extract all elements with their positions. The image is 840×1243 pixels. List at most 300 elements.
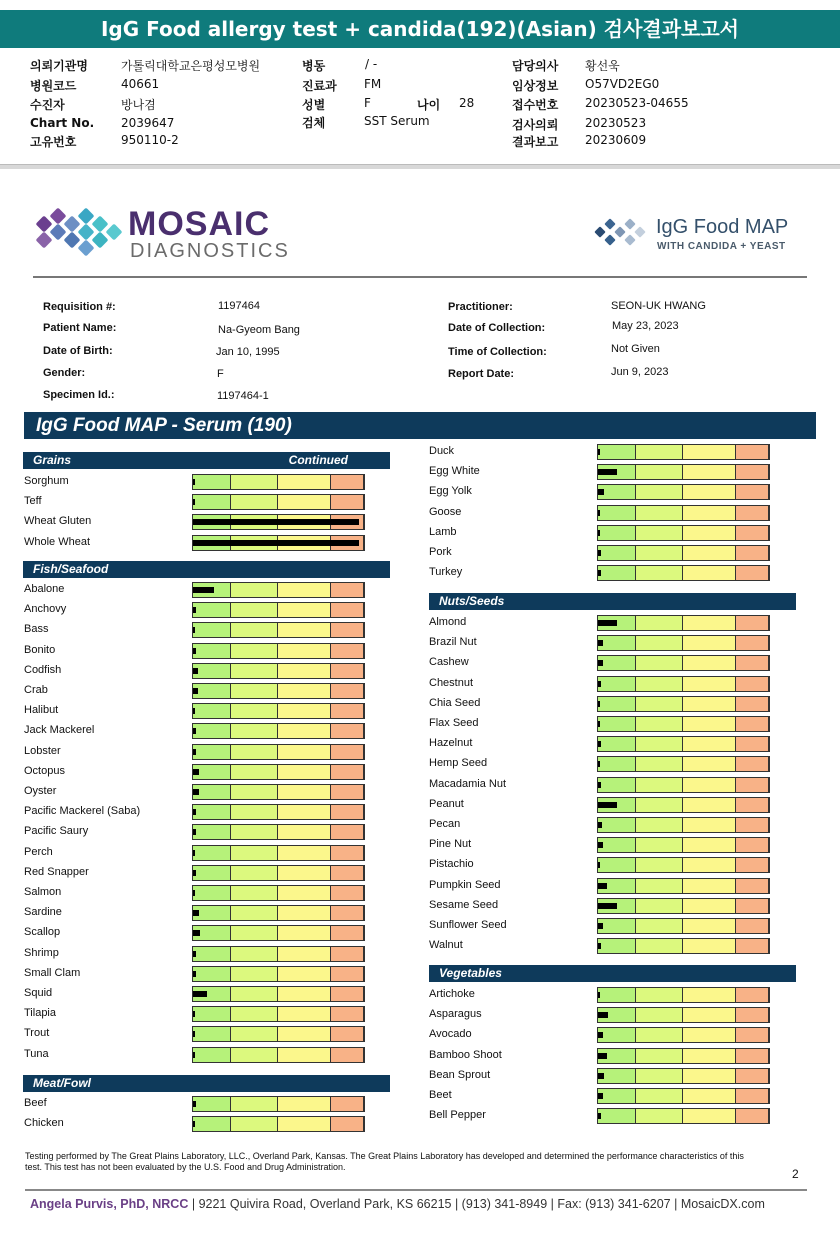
collection-time-label: Time of Collection: bbox=[448, 346, 547, 358]
result-level-shrimp bbox=[193, 951, 196, 957]
food-name: Peanut bbox=[429, 798, 464, 810]
bar-zone-1 bbox=[193, 846, 231, 860]
result-bar bbox=[597, 938, 770, 954]
bar-zone-4 bbox=[331, 745, 364, 759]
bar-zone-3 bbox=[278, 906, 331, 920]
bar-zone-4 bbox=[736, 838, 769, 852]
food-row-sardine bbox=[24, 905, 365, 921]
result-bar bbox=[597, 918, 770, 934]
result-bar bbox=[597, 797, 770, 813]
bar-zone-2 bbox=[636, 465, 683, 479]
bar-zone-1 bbox=[598, 506, 636, 520]
bar-zone-1 bbox=[193, 1048, 231, 1062]
ward-value: / - bbox=[365, 57, 378, 71]
collection-date-value: May 23, 2023 bbox=[612, 320, 679, 332]
food-name: Avocado bbox=[429, 1028, 472, 1040]
bar-zone-2 bbox=[231, 906, 278, 920]
result-bar bbox=[597, 484, 770, 500]
food-row-chestnut bbox=[429, 676, 770, 692]
clinical-value: O57VD2EG0 bbox=[585, 77, 660, 91]
bar-zone-4 bbox=[736, 818, 769, 832]
result-level-salmon bbox=[193, 890, 195, 896]
result-bar bbox=[597, 1027, 770, 1043]
food-name: Crab bbox=[24, 684, 48, 696]
bar-zone-4 bbox=[736, 566, 769, 580]
bar-zone-4 bbox=[736, 546, 769, 560]
bar-zone-2 bbox=[636, 506, 683, 520]
bar-zone-4 bbox=[331, 987, 364, 1001]
bar-zone-2 bbox=[636, 445, 683, 459]
result-level-macadamia-nut bbox=[598, 782, 601, 788]
result-level-peanut bbox=[598, 802, 617, 808]
result-bar bbox=[597, 987, 770, 1003]
food-name: Sunflower Seed bbox=[429, 919, 507, 931]
report-date-label: Report Date: bbox=[448, 368, 515, 380]
bar-zone-2 bbox=[231, 1048, 278, 1062]
result-bar bbox=[192, 744, 365, 760]
result-level-bell-pepper bbox=[598, 1113, 601, 1119]
food-row-hazelnut bbox=[429, 736, 770, 752]
result-bar bbox=[192, 1116, 365, 1132]
bar-zone-1 bbox=[193, 1117, 231, 1131]
dob-value: Jan 10, 1995 bbox=[216, 346, 280, 358]
bar-zone-4 bbox=[331, 967, 364, 981]
result-bar bbox=[192, 966, 365, 982]
result-bar bbox=[597, 756, 770, 772]
result-level-brazil-nut bbox=[598, 640, 603, 646]
food-row-chia-seed bbox=[429, 696, 770, 712]
bar-zone-3 bbox=[683, 737, 736, 751]
food-name: Flax Seed bbox=[429, 717, 479, 729]
result-level-beet bbox=[598, 1093, 603, 1099]
bar-zone-3 bbox=[683, 778, 736, 792]
food-row-egg-yolk bbox=[429, 484, 770, 500]
bar-zone-1 bbox=[193, 967, 231, 981]
dept-label: 진료과 bbox=[302, 79, 337, 93]
food-row-bonito bbox=[24, 643, 365, 659]
result-level-artichoke bbox=[598, 992, 600, 998]
bar-zone-4 bbox=[736, 485, 769, 499]
food-name: Bell Pepper bbox=[429, 1109, 486, 1121]
bar-zone-2 bbox=[636, 737, 683, 751]
result-bar bbox=[597, 777, 770, 793]
bar-zone-2 bbox=[231, 967, 278, 981]
bar-zone-3 bbox=[683, 636, 736, 650]
category-vegetables: Vegetables bbox=[429, 965, 796, 982]
result-level-red-snapper bbox=[193, 870, 196, 876]
food-name: Beet bbox=[429, 1089, 452, 1101]
result-bar bbox=[192, 514, 365, 530]
collection-time-value: Not Given bbox=[611, 343, 660, 355]
bar-zone-4 bbox=[331, 846, 364, 860]
food-name: Bamboo Shoot bbox=[429, 1049, 502, 1061]
bar-zone-3 bbox=[278, 805, 331, 819]
bar-zone-1 bbox=[598, 546, 636, 560]
food-row-tuna bbox=[24, 1047, 365, 1063]
result-level-sesame-seed bbox=[598, 903, 617, 909]
bar-zone-4 bbox=[331, 906, 364, 920]
food-name: Tilapia bbox=[24, 1007, 56, 1019]
bar-zone-4 bbox=[736, 506, 769, 520]
bar-zone-3 bbox=[278, 825, 331, 839]
bar-zone-1 bbox=[598, 939, 636, 953]
bar-zone-1 bbox=[598, 636, 636, 650]
specimen-id-value: 1197464-1 bbox=[217, 390, 269, 402]
specimen-value: SST Serum bbox=[364, 114, 430, 128]
bar-zone-4 bbox=[736, 939, 769, 953]
result-level-teff bbox=[193, 499, 195, 505]
food-row-squid bbox=[24, 986, 365, 1002]
food-name: Squid bbox=[24, 987, 53, 999]
ward-label: 병동 bbox=[302, 59, 326, 73]
bar-zone-3 bbox=[683, 506, 736, 520]
bar-zone-2 bbox=[636, 636, 683, 650]
bar-zone-3 bbox=[683, 465, 736, 479]
food-row-pacific-saury bbox=[24, 824, 365, 840]
food-row-whole-wheat bbox=[24, 535, 365, 551]
food-name: Codfish bbox=[24, 664, 62, 676]
bar-zone-3 bbox=[683, 919, 736, 933]
bar-zone-2 bbox=[636, 1089, 683, 1103]
food-row-pork bbox=[429, 545, 770, 561]
bar-zone-3 bbox=[278, 704, 331, 718]
category-grains bbox=[23, 452, 390, 469]
food-name: Hazelnut bbox=[429, 737, 473, 749]
result-level-pine-nut bbox=[598, 842, 603, 848]
bar-zone-4 bbox=[331, 947, 364, 961]
result-level-asparagus bbox=[598, 1012, 608, 1018]
food-row-small-clam bbox=[24, 966, 365, 982]
bar-zone-3 bbox=[683, 838, 736, 852]
bar-zone-2 bbox=[636, 879, 683, 893]
bar-zone-3 bbox=[278, 846, 331, 860]
food-name: Chicken bbox=[24, 1117, 64, 1129]
bar-zone-4 bbox=[736, 526, 769, 540]
result-level-walnut bbox=[598, 943, 601, 949]
bar-zone-3 bbox=[278, 664, 331, 678]
food-name: Whole Wheat bbox=[24, 536, 91, 548]
bar-zone-3 bbox=[278, 886, 331, 900]
bar-zone-1 bbox=[598, 445, 636, 459]
bar-zone-4 bbox=[736, 778, 769, 792]
bar-zone-1 bbox=[598, 818, 636, 832]
bar-zone-3 bbox=[683, 1049, 736, 1063]
result-bar bbox=[192, 824, 365, 840]
food-name: Chia Seed bbox=[429, 697, 481, 709]
food-row-scallop bbox=[24, 925, 365, 941]
food-name: Pecan bbox=[429, 818, 461, 830]
bar-zone-2 bbox=[231, 644, 278, 658]
food-row-bell-pepper bbox=[429, 1108, 770, 1124]
food-row-pine-nut bbox=[429, 837, 770, 853]
result-level-turkey bbox=[598, 570, 601, 576]
food-name: Pacific Mackerel (Saba) bbox=[24, 805, 141, 817]
result-bar bbox=[597, 615, 770, 631]
food-name: Artichoke bbox=[429, 988, 475, 1000]
food-row-artichoke bbox=[429, 987, 770, 1003]
bar-zone-4 bbox=[331, 724, 364, 738]
bar-zone-2 bbox=[231, 886, 278, 900]
result-bar bbox=[597, 696, 770, 712]
bar-zone-4 bbox=[331, 926, 364, 940]
food-row-codfish bbox=[24, 663, 365, 679]
result-level-pacific-mackerel-saba bbox=[193, 809, 196, 815]
result-level-pork bbox=[598, 550, 601, 556]
product-subtitle: WITH CANDIDA + YEAST bbox=[657, 241, 786, 252]
bar-zone-2 bbox=[636, 485, 683, 499]
bar-zone-4 bbox=[331, 583, 364, 597]
food-name: Wheat Gluten bbox=[24, 515, 92, 527]
bar-zone-3 bbox=[683, 656, 736, 670]
result-level-perch bbox=[193, 850, 195, 856]
result-level-pistachio bbox=[598, 862, 600, 868]
food-row-perch bbox=[24, 845, 365, 861]
result-level-sunflower-seed bbox=[598, 923, 603, 929]
result-level-codfish bbox=[193, 668, 198, 674]
food-row-beef bbox=[24, 1096, 365, 1112]
bar-zone-2 bbox=[231, 1117, 278, 1131]
report-date-value: Jun 9, 2023 bbox=[611, 366, 669, 378]
chart-value: 2039647 bbox=[121, 116, 175, 130]
result-level-egg-yolk bbox=[598, 489, 604, 495]
food-row-tilapia bbox=[24, 1006, 365, 1022]
bar-zone-2 bbox=[231, 825, 278, 839]
food-row-pacific-mackerel-saba bbox=[24, 804, 365, 820]
result-level-lobster bbox=[193, 749, 196, 755]
bar-zone-1 bbox=[193, 475, 231, 489]
food-name: Pork bbox=[429, 546, 452, 558]
bar-zone-3 bbox=[683, 858, 736, 872]
chart-label: Chart No. bbox=[30, 116, 95, 130]
food-name: Chestnut bbox=[429, 677, 474, 689]
bar-zone-4 bbox=[331, 886, 364, 900]
bar-zone-2 bbox=[636, 697, 683, 711]
request-value: 20230523 bbox=[585, 116, 647, 130]
request-label: 검사의뢰 bbox=[512, 118, 559, 132]
bar-zone-1 bbox=[598, 526, 636, 540]
bar-zone-4 bbox=[331, 785, 364, 799]
bar-zone-1 bbox=[193, 684, 231, 698]
practitioner-label: Practitioner: bbox=[448, 301, 513, 313]
bar-zone-3 bbox=[278, 684, 331, 698]
food-name: Turkey bbox=[429, 566, 463, 578]
bar-zone-2 bbox=[231, 704, 278, 718]
dob-label: Date of Birth: bbox=[43, 345, 113, 357]
food-row-goose bbox=[429, 505, 770, 521]
bar-zone-2 bbox=[636, 546, 683, 560]
bar-zone-2 bbox=[636, 899, 683, 913]
result-level-trout bbox=[193, 1031, 195, 1037]
result-level-goose bbox=[598, 510, 600, 516]
gender-label: Gender: bbox=[43, 367, 86, 379]
bar-zone-3 bbox=[278, 745, 331, 759]
bar-zone-4 bbox=[331, 825, 364, 839]
bar-zone-2 bbox=[231, 785, 278, 799]
food-name: Trout bbox=[24, 1027, 50, 1039]
bar-zone-1 bbox=[598, 1028, 636, 1042]
bar-zone-3 bbox=[278, 1048, 331, 1062]
bar-zone-3 bbox=[278, 495, 331, 509]
bar-zone-2 bbox=[231, 623, 278, 637]
sex-value: F bbox=[364, 96, 371, 110]
result-bar bbox=[597, 525, 770, 541]
result-bar bbox=[597, 545, 770, 561]
bar-zone-4 bbox=[736, 1028, 769, 1042]
unique-label: 고유번호 bbox=[30, 135, 77, 149]
result-level-avocado bbox=[598, 1032, 603, 1038]
food-row-duck bbox=[429, 444, 770, 460]
bar-zone-4 bbox=[331, 1117, 364, 1131]
result-level-sardine bbox=[193, 910, 199, 916]
bar-zone-1 bbox=[193, 866, 231, 880]
bar-zone-3 bbox=[278, 644, 331, 658]
bar-zone-2 bbox=[231, 475, 278, 489]
result-level-pumpkin-seed bbox=[598, 883, 607, 889]
bar-zone-2 bbox=[636, 717, 683, 731]
food-name: Red Snapper bbox=[24, 866, 89, 878]
food-row-cashew bbox=[429, 655, 770, 671]
page-number: 2 bbox=[792, 1167, 799, 1181]
report-title: IgG Food allergy test + candida(192)(Asian) 검사결과보고서 bbox=[0, 10, 840, 48]
bar-zone-1 bbox=[193, 1007, 231, 1021]
bar-zone-3 bbox=[278, 1117, 331, 1131]
bar-zone-4 bbox=[331, 495, 364, 509]
bar-zone-4 bbox=[736, 465, 769, 479]
food-name: Bonito bbox=[24, 644, 56, 656]
bar-zone-2 bbox=[636, 616, 683, 630]
bar-zone-4 bbox=[736, 1008, 769, 1022]
food-row-sunflower-seed bbox=[429, 918, 770, 934]
bar-zone-4 bbox=[331, 805, 364, 819]
bar-zone-4 bbox=[736, 697, 769, 711]
food-row-turkey bbox=[429, 565, 770, 581]
result-level-tuna bbox=[193, 1052, 195, 1058]
result-bar bbox=[192, 622, 365, 638]
result-level-bamboo-shoot bbox=[598, 1053, 607, 1059]
bar-zone-4 bbox=[736, 858, 769, 872]
institution-label: 의뢰기관명 bbox=[30, 59, 88, 73]
bar-zone-2 bbox=[231, 866, 278, 880]
result-level-small-clam bbox=[193, 971, 196, 977]
bar-zone-2 bbox=[231, 926, 278, 940]
recipient-label: 수진자 bbox=[30, 98, 65, 112]
result-level-duck bbox=[598, 449, 600, 455]
result-level-chicken bbox=[193, 1121, 195, 1127]
bar-zone-4 bbox=[736, 1109, 769, 1123]
bar-zone-1 bbox=[193, 704, 231, 718]
bar-zone-3 bbox=[278, 765, 331, 779]
result-bar bbox=[192, 582, 365, 598]
bar-zone-4 bbox=[331, 1048, 364, 1062]
bar-zone-1 bbox=[193, 664, 231, 678]
bar-zone-4 bbox=[331, 1007, 364, 1021]
requisition-label: Requisition #: bbox=[43, 301, 116, 313]
food-name: Pistachio bbox=[429, 858, 474, 870]
food-row-egg-white bbox=[429, 464, 770, 480]
food-row-brazil-nut bbox=[429, 635, 770, 651]
food-name: Hemp Seed bbox=[429, 757, 488, 769]
food-row-bass bbox=[24, 622, 365, 638]
product-title: IgG Food MAP bbox=[656, 216, 789, 238]
bar-zone-3 bbox=[278, 724, 331, 738]
result-bar bbox=[192, 885, 365, 901]
result-bar bbox=[192, 865, 365, 881]
recipient-value: 방나겸 bbox=[121, 98, 156, 112]
result-bar bbox=[192, 946, 365, 962]
result-bar bbox=[597, 1007, 770, 1023]
bar-zone-4 bbox=[331, 866, 364, 880]
bar-zone-4 bbox=[736, 737, 769, 751]
food-name: Abalone bbox=[24, 583, 65, 595]
result-bar bbox=[192, 925, 365, 941]
bar-zone-1 bbox=[193, 947, 231, 961]
bar-zone-3 bbox=[683, 697, 736, 711]
food-row-trout bbox=[24, 1026, 365, 1042]
bar-zone-3 bbox=[278, 623, 331, 637]
food-name: Asparagus bbox=[429, 1008, 482, 1020]
result-bar bbox=[192, 494, 365, 510]
result-bar bbox=[192, 1096, 365, 1112]
bar-zone-2 bbox=[231, 846, 278, 860]
bar-zone-1 bbox=[193, 495, 231, 509]
food-name: Almond bbox=[429, 616, 467, 628]
food-row-sesame-seed bbox=[429, 898, 770, 914]
bar-zone-2 bbox=[636, 939, 683, 953]
bar-zone-2 bbox=[636, 838, 683, 852]
result-level-whole-wheat bbox=[193, 540, 359, 546]
food-row-bamboo-shoot bbox=[429, 1048, 770, 1064]
result-bar bbox=[192, 764, 365, 780]
food-name: Oyster bbox=[24, 785, 57, 797]
bar-zone-2 bbox=[231, 805, 278, 819]
food-row-avocado bbox=[429, 1027, 770, 1043]
bar-zone-1 bbox=[598, 1089, 636, 1103]
bar-zone-3 bbox=[278, 1007, 331, 1021]
bar-zone-4 bbox=[331, 704, 364, 718]
bar-zone-4 bbox=[331, 765, 364, 779]
age-value: 28 bbox=[459, 96, 475, 110]
result-bar bbox=[597, 464, 770, 480]
bar-zone-3 bbox=[683, 485, 736, 499]
food-row-red-snapper bbox=[24, 865, 365, 881]
receipt-label: 접수번호 bbox=[512, 98, 559, 112]
food-name: Egg Yolk bbox=[429, 485, 472, 497]
bar-zone-2 bbox=[636, 1109, 683, 1123]
result-level-pecan bbox=[598, 822, 602, 828]
doctor-label: 담당의사 bbox=[512, 59, 559, 73]
bar-zone-3 bbox=[683, 1089, 736, 1103]
food-name: Lobster bbox=[24, 745, 61, 757]
food-name: Goose bbox=[429, 506, 462, 518]
food-row-salmon bbox=[24, 885, 365, 901]
bar-zone-1 bbox=[598, 757, 636, 771]
result-bar bbox=[192, 1026, 365, 1042]
continued-label: Continued bbox=[288, 453, 348, 467]
bar-zone-2 bbox=[231, 603, 278, 617]
brand-name: MOSAIC bbox=[128, 205, 270, 243]
bar-zone-4 bbox=[736, 636, 769, 650]
footer-divider bbox=[25, 1189, 807, 1191]
bar-zone-1 bbox=[598, 656, 636, 670]
result-level-anchovy bbox=[193, 607, 196, 613]
bar-zone-3 bbox=[278, 1027, 331, 1041]
bar-zone-2 bbox=[636, 818, 683, 832]
food-name: Halibut bbox=[24, 704, 59, 716]
food-row-pumpkin-seed bbox=[429, 878, 770, 894]
result-bar bbox=[597, 736, 770, 752]
gender-value: F bbox=[217, 368, 224, 380]
bar-zone-4 bbox=[331, 475, 364, 489]
